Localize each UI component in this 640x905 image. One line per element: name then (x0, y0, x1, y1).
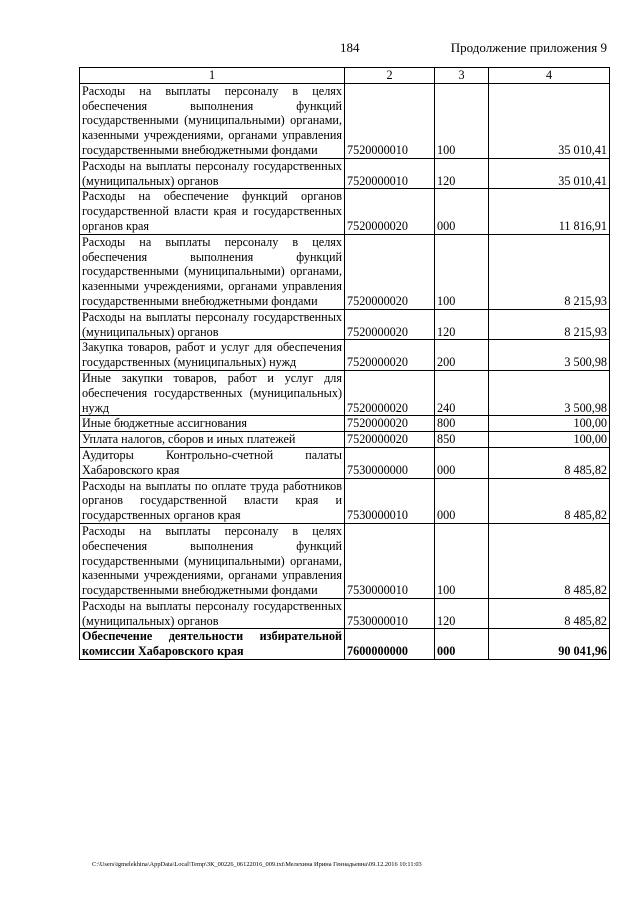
row-code-cell: 7520000010 (345, 83, 435, 158)
row-kind-cell: 240 (435, 370, 489, 415)
row-name-cell: Иные закупки товаров, работ и услуг для обеспечения государственных (муниципальных) нужд (80, 370, 345, 415)
row-amount-cell: 100,00 (489, 432, 610, 448)
row-kind-cell: 000 (435, 478, 489, 523)
column-header-amount: 4 (489, 68, 610, 84)
row-name-cell: Расходы на выплаты персоналу в целях обеспечения выполнения функций государственными (муниципальными) органами, казенными учреждениями, органами управления государственными внебюджетными фондами (80, 523, 345, 598)
row-name-cell: Расходы на выплаты персоналу государственных (муниципальных) органов (80, 309, 345, 340)
row-code-cell: 7520000020 (345, 432, 435, 448)
column-header-kind: 3 (435, 68, 489, 84)
row-kind-cell: 120 (435, 598, 489, 629)
row-amount-cell: 8 485,82 (489, 478, 610, 523)
appendix-continuation-label: Продолжение приложения 9 (450, 40, 607, 55)
row-kind-cell: 850 (435, 432, 489, 448)
row-code-cell: 7520000020 (345, 234, 435, 309)
table-row (80, 189, 610, 234)
row-name-cell: Расходы на выплаты персоналу государственных (муниципальных) органов (80, 598, 345, 629)
table-row (80, 158, 610, 189)
row-name-cell: Закупка товаров, работ и услуг для обеспечения государственных (муниципальных) нужд (80, 340, 345, 371)
row-code-cell: 7520000020 (345, 370, 435, 415)
row-name-cell: Расходы на обеспечение функций органов государственной власти края и государственных органов края (80, 189, 345, 234)
row-code-cell: 7520000020 (345, 189, 435, 234)
table-row (80, 629, 610, 660)
row-code-cell: 7600000000 (345, 629, 435, 660)
row-name-cell: Расходы на выплаты персоналу государственных (муниципальных) органов (80, 158, 345, 189)
table-row (80, 309, 610, 340)
table-row (80, 523, 610, 598)
table-row (80, 83, 610, 158)
row-amount-cell: 3 500,98 (489, 370, 610, 415)
row-code-cell: 7530000010 (345, 478, 435, 523)
file-path-footer: C:\Users\igmelekhina\AppData\Local\Temp\ЗК_00226_06122016_009.txt\Мелехина Ирина Геннадьевна\09.12.2016 10:11:03 (92, 861, 422, 868)
row-kind-cell: 000 (435, 189, 489, 234)
row-code-cell: 7530000010 (345, 523, 435, 598)
table-row (80, 478, 610, 523)
row-name-cell: Расходы на выплаты по оплате труда работников органов государственной власти края и государственных органов края (80, 478, 345, 523)
row-name-cell: Расходы на выплаты персоналу в целях обеспечения выполнения функций государственными (муниципальными) органами, казенными учреждениями, органами управления государственными внебюджетными фондами (80, 234, 345, 309)
row-kind-cell: 000 (435, 447, 489, 478)
row-amount-cell: 100,00 (489, 416, 610, 432)
table-row (80, 447, 610, 478)
page-number: 184 (340, 40, 360, 55)
row-code-cell: 7530000000 (345, 447, 435, 478)
row-kind-cell: 000 (435, 629, 489, 660)
row-name-cell: Иные бюджетные ассигнования (80, 416, 345, 432)
row-amount-cell: 8 485,82 (489, 598, 610, 629)
row-name-cell: Аудиторы Контрольно-счетной палаты Хабаровского края (80, 447, 345, 478)
row-code-cell: 7520000020 (345, 340, 435, 371)
row-amount-cell: 11 816,91 (489, 189, 610, 234)
row-kind-cell: 200 (435, 340, 489, 371)
table-row (80, 598, 610, 629)
row-kind-cell: 120 (435, 158, 489, 189)
row-name-cell: Обеспечение деятельности избирательной комиссии Хабаровского края (80, 629, 345, 660)
row-amount-cell: 90 041,96 (489, 629, 610, 660)
column-number-row (80, 68, 610, 84)
table-row (80, 340, 610, 371)
row-amount-cell: 35 010,41 (489, 158, 610, 189)
row-amount-cell: 8 485,82 (489, 523, 610, 598)
row-name-cell: Уплата налогов, сборов и иных платежей (80, 432, 345, 448)
row-code-cell: 7520000020 (345, 416, 435, 432)
row-amount-cell: 8 215,93 (489, 234, 610, 309)
table-row (80, 432, 610, 448)
row-kind-cell: 100 (435, 234, 489, 309)
row-kind-cell: 100 (435, 83, 489, 158)
row-code-cell: 7520000010 (345, 158, 435, 189)
table-body (80, 83, 610, 659)
row-name-cell: Расходы на выплаты персоналу в целях обеспечения выполнения функций государственными (муниципальными) органами, казенными учреждениями, органами управления государственными внебюджетными фондами (80, 83, 345, 158)
row-amount-cell: 35 010,41 (489, 83, 610, 158)
table-row (80, 416, 610, 432)
column-header-name: 1 (80, 68, 345, 84)
column-header-code: 2 (345, 68, 435, 84)
table-row (80, 234, 610, 309)
row-kind-cell: 120 (435, 309, 489, 340)
row-kind-cell: 100 (435, 523, 489, 598)
row-code-cell: 7520000020 (345, 309, 435, 340)
row-amount-cell: 3 500,98 (489, 340, 610, 371)
budget-table (79, 67, 610, 660)
table-row (80, 370, 610, 415)
row-amount-cell: 8 485,82 (489, 447, 610, 478)
row-code-cell: 7530000010 (345, 598, 435, 629)
row-kind-cell: 800 (435, 416, 489, 432)
row-amount-cell: 8 215,93 (489, 309, 610, 340)
